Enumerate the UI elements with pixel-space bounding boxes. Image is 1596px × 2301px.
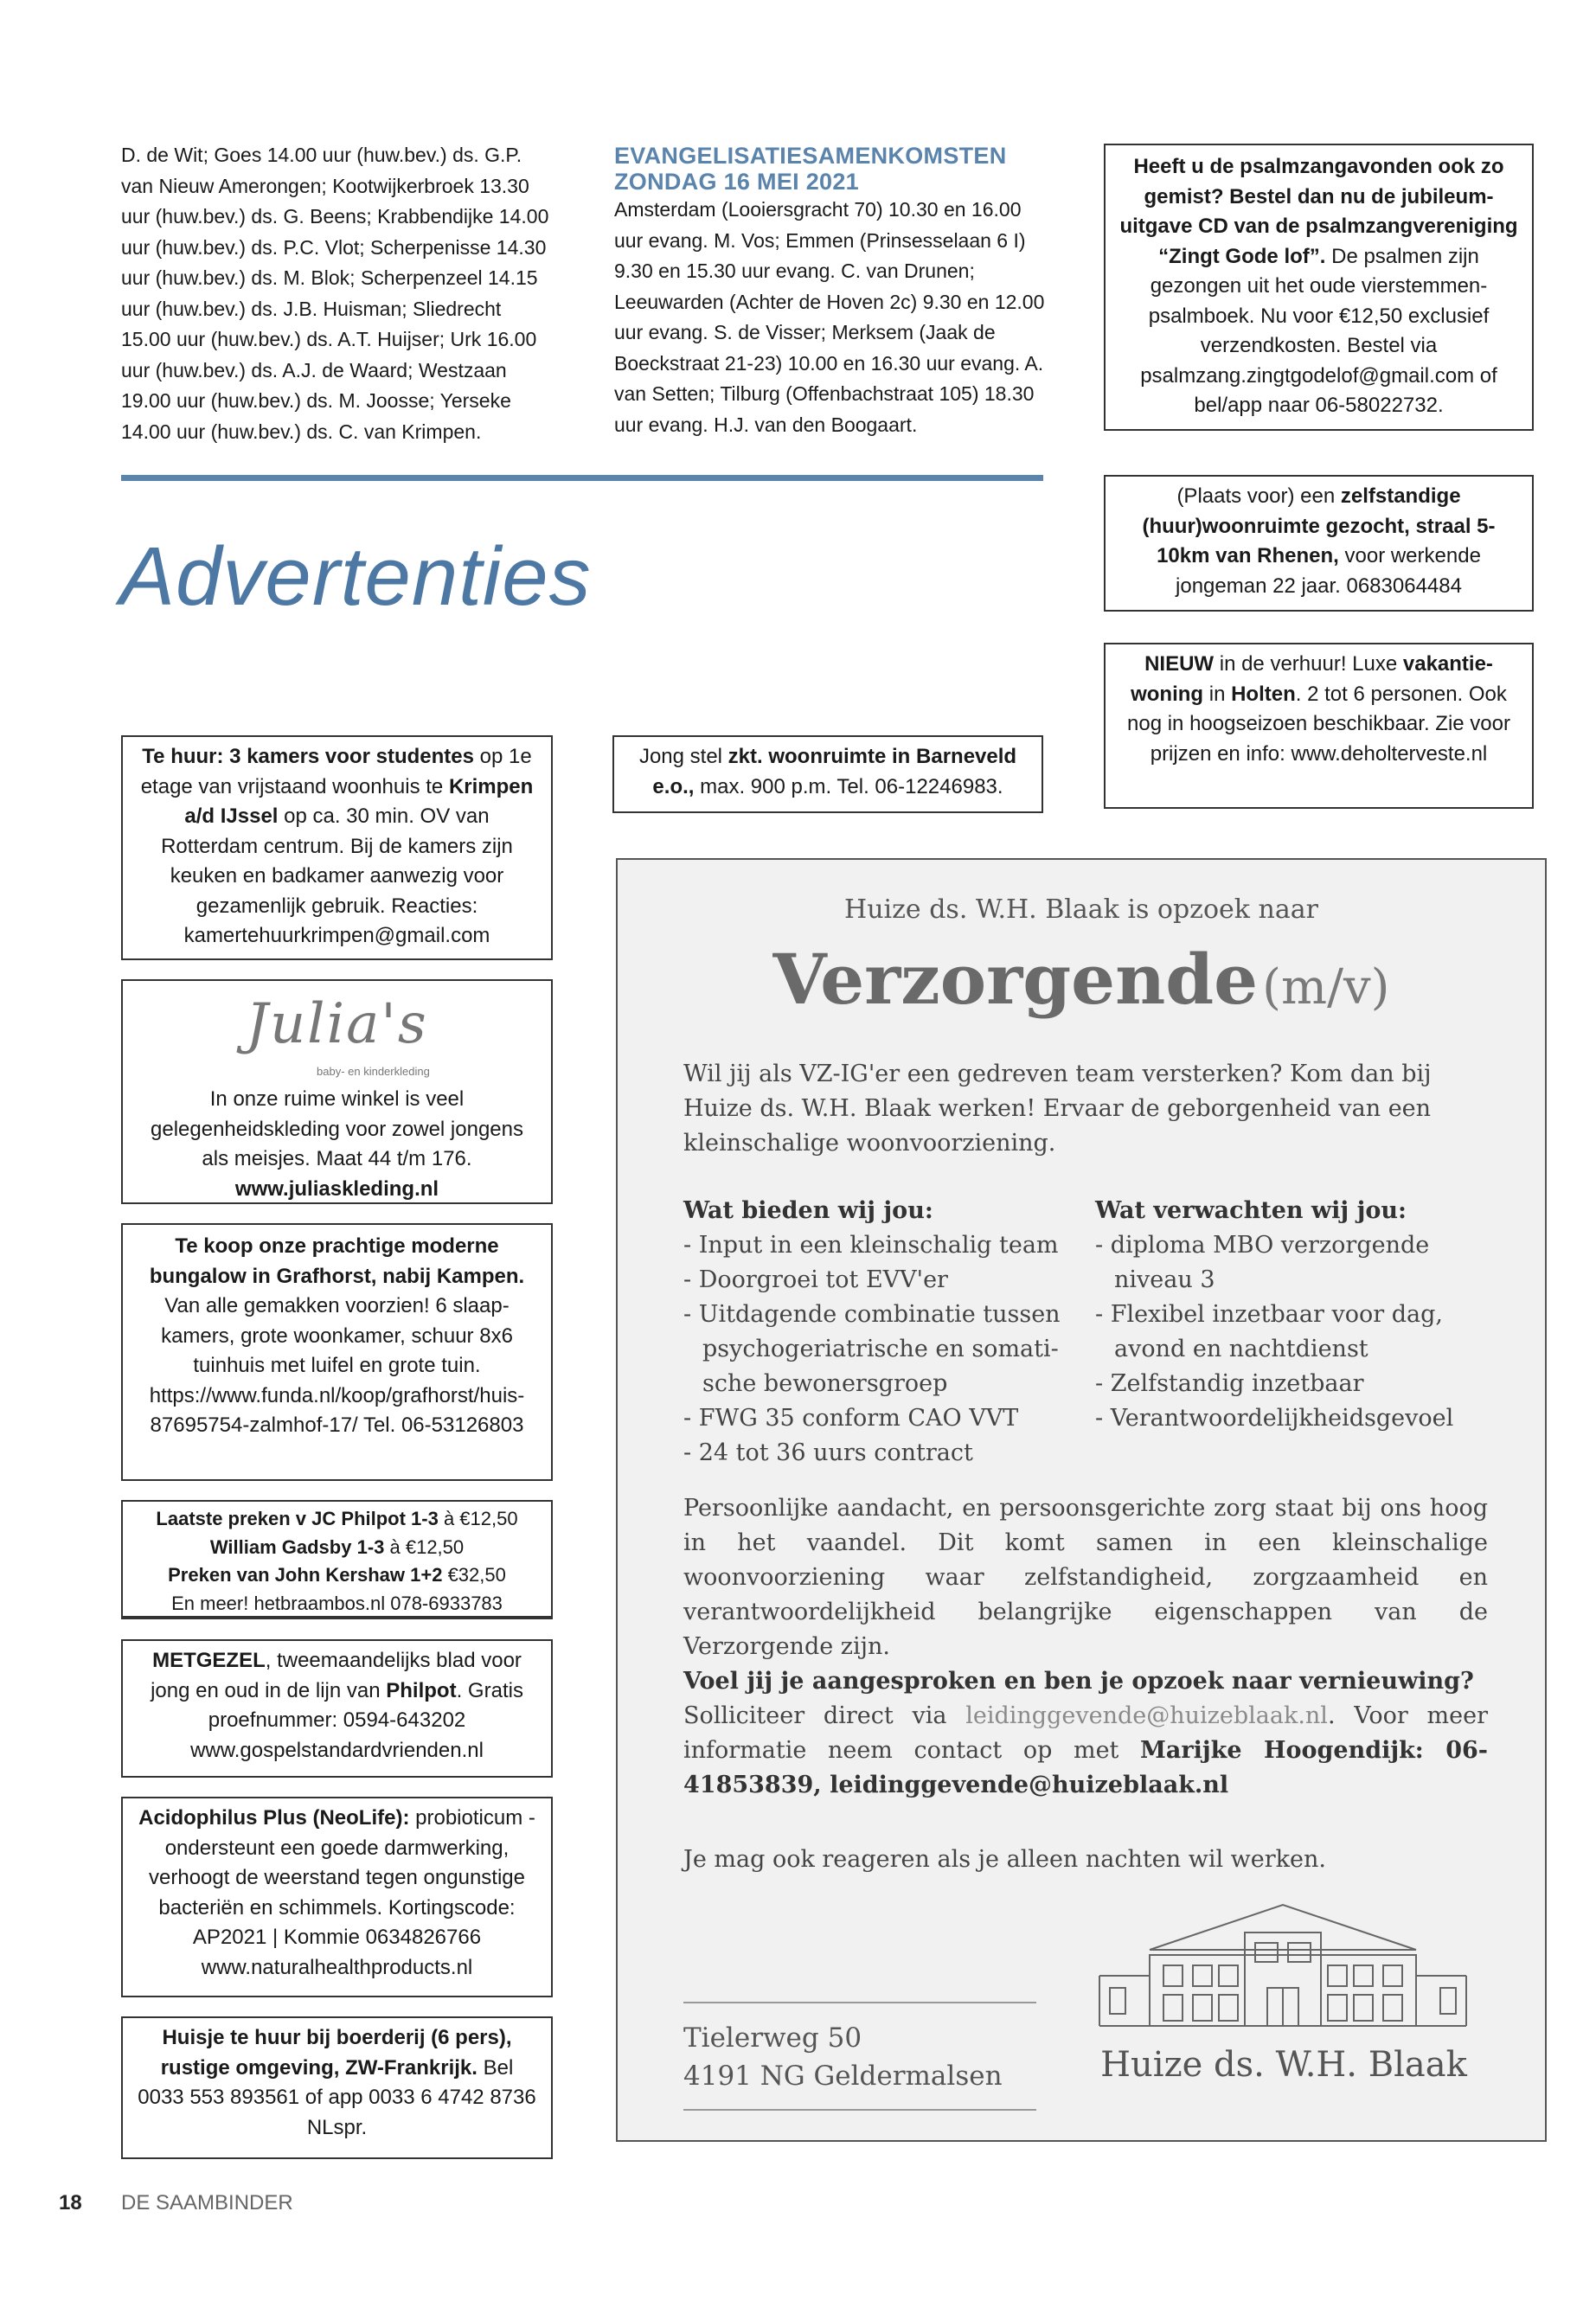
frankrijk-bold: Huisje te huur bij boerderij (6 pers), rustige omgeving, ZW-Frankrijk. <box>160 2026 512 2080</box>
studentes-bold-1: Te huur: 3 kamers voor studentes <box>142 745 474 768</box>
church-services-column: D. de Wit; Goes 14.00 uur (huw.bev.) ds. G.P. van Nieuw Amerongen; Kootwijkerbroek 13.30 uur (huw.bev.) ds. G. Beens; Krabbendijke 14.00 uur (huw.bev.) ds. P.C. Vlot; Scherpenisse 14.30 uur (huw.bev.) ds. M. Blok; Scherpenzeel 14.15 uur (huw.bev.) ds. J.B. Huisman; Sliedrecht 15.00 uur (huw.bev.) ds. A.T. Huijser; Urk 16.00 uur (huw.bev.) ds. A.J. de Waard; Westzaan 19.00 uur (huw.bev.) ds. M. Joosse; Yerseke 14.00 uur (huw.bev.) ds. C. van Krimpen. <box>121 144 549 443</box>
address-block <box>683 2019 1003 2095</box>
cta-question: Voel jij je aangesproken en ben je opzoek naar vernieuwing? <box>683 1668 1474 1695</box>
holten-bold-3: Holten <box>1231 682 1296 706</box>
offer-item: - Uitdagende combinatie tussen psychogeriatrische en somati-sche bewonersgroep <box>683 1301 1061 1397</box>
holten-text-3: . 2 tot 6 personen. Ook nog in hoogseizoen beschikbaar. Zie voor prijzen en info: www.deholterveste.nl <box>1127 682 1510 766</box>
woonruimte-rhenen-ad <box>1104 475 1534 612</box>
barneveld-bold: zkt. woonruimte in Barneveld e.o., <box>652 745 1017 798</box>
job-lead: Wil jij als VZ-IG'er een gedreven team versterken? Kom dan bij Huize ds. W.H. Blaak werken! Ervaar de geborgenheid van een kleinschalige woonvoorziening. <box>683 1061 1432 1157</box>
julias-logo-sub: baby- en kinderkleding <box>317 1065 430 1078</box>
acidophilus-text: probioticum - ondersteunt een goede darmwerking, verhoogt de weerstand tegen ongunstige bacteriën en schimmels. Kortingscode: AP2021 | Kommie 0634826766 www.naturalhealthproducts.nl <box>149 1806 535 1979</box>
night-note: Je mag ook reageren als je alleen nachten wil werken. <box>683 1846 1326 1873</box>
metgezel-text-1: , tweemaandelijks blad voor jong en oud in de lijn van <box>151 1649 522 1702</box>
barneveld-pre: Jong stel <box>638 745 728 768</box>
holten-text-2: in <box>1203 682 1232 706</box>
address-line-1: Tielerweg 50 <box>683 2022 862 2054</box>
julias-url: www.juliaskleding.nl <box>234 1176 439 1201</box>
expect-heading: Wat verwachten wij jou: <box>1095 1197 1407 1224</box>
acidophilus-bold: Acidophilus Plus (NeoLife): <box>138 1806 410 1830</box>
acidophilus-ad <box>121 1797 553 1997</box>
preken-line3-text: €32,50 <box>442 1564 506 1586</box>
studentes-text-2: op ca. 30 min. OV van Rotterdam centrum. Bij de kamers zijn keuken en badkamer aanwezig voor gezamenlijk gebruik. Reacties: kamertehuurkrimpen@gmail.com <box>161 804 513 947</box>
barneveld-ad <box>612 735 1043 813</box>
section-divider <box>121 475 1043 481</box>
publication-name: DE SAAMBINDER <box>121 2191 293 2214</box>
job-ad <box>616 858 1547 2142</box>
frankrijk-text: Bel 0033 553 893561 of app 0033 6 4742 8736 NLspr. <box>138 2055 536 2139</box>
metgezel-text-2: . Gratis proefnummer: 0594-643202 www.gospelstandardvrienden.nl <box>190 1678 523 1762</box>
preken-line2-text: à €12,50 <box>384 1535 465 1558</box>
preken-ad <box>121 1500 553 1619</box>
evangelisatie-title-2: ZONDAG 16 MEI 2021 <box>614 169 859 195</box>
preken-line1-text: à €12,50 <box>438 1508 518 1529</box>
preken-line4: En meer! hetbraambos.nl 078-6933783 <box>171 1592 503 1614</box>
studentes-bold-2: Krimpen a/d IJssel <box>184 774 534 828</box>
job-title-row <box>618 936 1545 1042</box>
expect-item: - Zelfstandig inzetbaar <box>1095 1370 1364 1397</box>
holten-bold-2: vakantie-woning <box>1131 652 1493 706</box>
offer-item: - 24 tot 36 uurs contract <box>683 1439 973 1466</box>
address-bottom-rule <box>683 2109 1036 2111</box>
address-line-2: 4191 NG Geldermalsen <box>683 2061 1003 2092</box>
expect-item: - Flexibel inzetbaar voor dag, avond en nachtdienst <box>1095 1301 1443 1362</box>
address-top-rule <box>683 2002 1036 2003</box>
offer-heading: Wat bieden wij jou: <box>683 1197 933 1224</box>
offer-item: - FWG 35 conform CAO VVT <box>683 1405 1019 1432</box>
job-intro: Huize ds. W.H. Blaak is opzoek naar <box>844 894 1318 925</box>
page-number: 18 <box>59 2191 82 2214</box>
bungalow-bold: Te koop onze prachtige moderne bungalow in Grafhorst, nabij Kampen. <box>149 1234 525 1288</box>
psalmzang-ad <box>1104 144 1534 431</box>
preken-line3-bold: Preken van John Kershaw 1+2 <box>168 1564 443 1586</box>
preken-line2-bold: William Gadsby 1-3 <box>209 1535 385 1558</box>
job-title-suffix: (m/v) <box>1262 959 1390 1016</box>
offer-item: - Doorgroei tot EVV'er <box>683 1266 948 1293</box>
rhenen-pre: (Plaats voor) een <box>1176 484 1341 508</box>
evangelisatie-section <box>614 143 1045 440</box>
logo-name: Huize ds. W.H. Blaak <box>1100 2045 1467 2085</box>
evangelisatie-text: Amsterdam (Looiersgracht 70) 10.30 en 16.00 uur evang. M. Vos; Emmen (Prinsesselaan 6 I) 9.30 en 15.30 uur evang. C. van Drunen; Leeuwarden (Achter de Hoven 2c) 9.30 en 12.00 uur evang. S. de Visser; Merksem (Jaak de Boeckstraat 21-23) 10.00 en 16.30 uur evang. A. van Setten; Tilburg (Offenbachstraat 105) 18.30 uur evang. H.J. van den Boogaart. <box>614 198 1045 436</box>
barneveld-post: max. 900 p.m. Tel. 06-12246983. <box>694 774 1003 798</box>
offer-item: - Input in een kleinschalig team <box>683 1232 1059 1259</box>
expect-column <box>1095 1194 1493 1436</box>
offer-column <box>683 1194 1064 1471</box>
cta-text-1: Solliciteer direct via <box>683 1702 966 1729</box>
frankrijk-ad <box>121 2016 553 2159</box>
psalmzang-ad-bold: Heeft u de psalmzangavonden ook zo gemist? Bestel dan nu de jubileum-uitgave CD van de psalmzangvereniging “Zingt Gode lof”. <box>1119 155 1518 268</box>
expect-item: - diploma MBO verzorgende niveau 3 <box>1095 1232 1430 1293</box>
metgezel-bold-2: Philpot <box>386 1678 457 1702</box>
evangelisatie-title-1: EVANGELISATIESAMENKOMSTEN <box>614 143 1007 169</box>
cta-contact: Marijke Hoogendijk: 06-41853839, leidinggevende@huizeblaak.nl <box>683 1737 1488 1798</box>
holten-ad <box>1104 643 1534 809</box>
bungalow-text: Van alle gemakken voorzien! 6 slaap-kamers, grote woonkamer, schuur 8x6 tuinhuis met luifel en grote tuin. https://www.funda.nl/koop/grafhorst/huis-87695754-zalmhof-17/ Tel. 06-53126803 <box>149 1294 525 1437</box>
holten-text-1: in de verhuur! Luxe <box>1214 652 1403 676</box>
cta-email-link[interactable]: leidinggevende@huizeblaak.nl <box>965 1702 1328 1729</box>
metgezel-bold-1: METGEZEL <box>152 1649 266 1672</box>
metgezel-ad <box>121 1639 553 1778</box>
building-icon <box>1098 1898 1468 2028</box>
studentes-text-1: op 1e etage van vrijstaand woonhuis te <box>140 745 532 798</box>
holten-bold-1: NIEUW <box>1144 652 1215 676</box>
job-paragraph: Persoonlijke aandacht, en persoonsgerichte zorg staat bij ons hoog in het vaandel. Dit komt samen in een kleinschalige woonvoorziening waar zelfstandigheid, zorgzaamheid en verantwoordelijkheid belangrijke eigenschappen van de Verzorgende zijn. <box>683 1495 1488 1660</box>
section-title: Advertenties <box>119 530 592 623</box>
cta-text-2: . Voor meer informatie neem contact op met <box>683 1702 1488 1764</box>
studentes-ad <box>121 735 553 960</box>
job-title: Verzorgende <box>772 939 1259 1020</box>
expect-item: - Verantwoordelijkheidsgevoel <box>1095 1405 1454 1432</box>
julias-ad <box>121 979 553 1204</box>
bungalow-ad <box>121 1223 553 1481</box>
preken-line1-bold: Laatste preken v JC Philpot 1-3 <box>156 1508 439 1529</box>
julias-logo-text: Julia's <box>246 992 428 1056</box>
psalmzang-ad-text: De psalmen zijn gezongen uit het oude vierstemmen-psalmboek. Nu voor €12,50 exclusief verzendkosten. Bestel via psalmzang.zingtgodelof@gmail.com of bel/app naar 06-58022732. <box>1140 244 1497 417</box>
rhenen-bold: zelfstandige (huur)woonruimte gezocht, straal 5-10km van Rhenen, <box>1142 484 1496 567</box>
julias-logo <box>135 990 539 1085</box>
job-cta <box>683 1664 1488 1803</box>
julias-text: In onze ruime winkel is veel gelegenheidskleding voor zowel jongens als meisjes. Maat 44 t/m 176. <box>151 1087 523 1170</box>
rhenen-post: voor werkende jongeman 22 jaar. 0683064484 <box>1176 544 1481 598</box>
